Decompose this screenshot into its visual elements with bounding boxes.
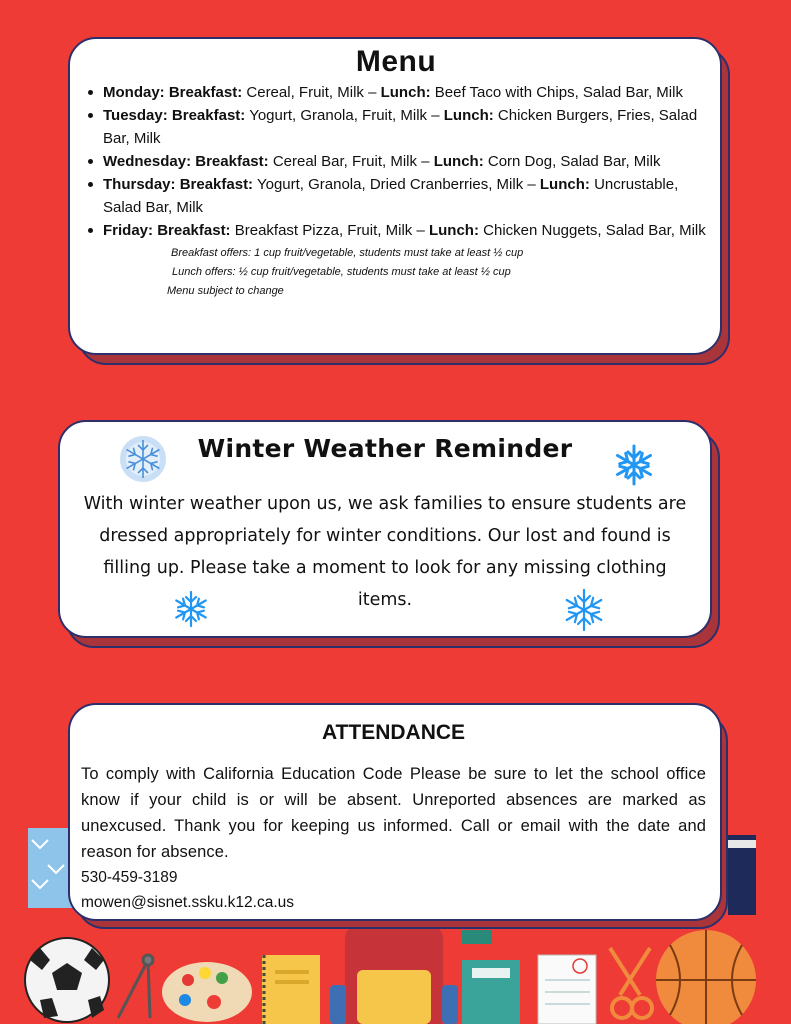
paint-palette-icon bbox=[162, 962, 252, 1022]
menu-item-wednesday: Wednesday: Breakfast: Cereal Bar, Fruit, Milk – Lunch: Corn Dog, Salad Bar, Milk bbox=[84, 150, 708, 173]
soccer-ball-icon bbox=[25, 938, 109, 1022]
attendance-card bbox=[68, 703, 722, 921]
book-icon bbox=[462, 930, 492, 944]
menu-item-monday: Monday: Breakfast: Cereal, Fruit, Milk – Lunch: Beef Taco with Chips, Salad Bar, Milk bbox=[84, 81, 708, 104]
compass-icon bbox=[118, 955, 153, 1018]
menu-note-lunch: Lunch offers: ½ cup fruit/vegetable, students must take at least ½ cup bbox=[172, 266, 511, 278]
winter-text: With winter weather upon us, we ask families to ensure students are dressed appropriately for winter conditions. Our lost and found is filling up. Please take a moment to look for any missing clothing items. bbox=[83, 494, 687, 610]
menu-note-breakfast: Breakfast offers: 1 cup fruit/vegetable, students must take at least ½ cup bbox=[171, 247, 524, 259]
attendance-section bbox=[68, 703, 732, 931]
winter-section bbox=[58, 420, 722, 650]
basketball-icon bbox=[656, 930, 756, 1024]
menu-list bbox=[84, 81, 708, 242]
menu-item-tuesday: Tuesday: Breakfast: Yogurt, Granola, Fruit, Milk – Lunch: Chicken Burgers, Fries, Salad Bar, Milk bbox=[84, 104, 708, 150]
backpack-icon bbox=[330, 926, 458, 1024]
attendance-email: mowen@sisnet.ssku.k12.ca.us bbox=[81, 894, 295, 911]
attendance-text: To comply with California Education Code Please be sure to let the school office know if your child is or will be absent. Unreported absences are marked as unexcused. Thank you for keeping us informed. Call or email with the date and reason for absence. bbox=[81, 765, 706, 861]
winter-card bbox=[58, 420, 712, 638]
graded-paper-icon bbox=[538, 955, 596, 1024]
menu-item-friday: Friday: Breakfast: Breakfast Pizza, Fruit, Milk – Lunch: Chicken Nuggets, Salad Bar, Milk bbox=[84, 219, 708, 242]
textbook-icon bbox=[462, 960, 520, 1024]
menu-card bbox=[68, 37, 722, 355]
menu-item-thursday: Thursday: Breakfast: Yogurt, Granola, Dried Cranberries, Milk – Lunch: Uncrustable, Salad Bar, Milk bbox=[84, 173, 708, 219]
attendance-phone: 530-459-3189 bbox=[81, 869, 178, 886]
menu-note-disclaimer: Menu subject to change bbox=[167, 285, 284, 297]
menu-section bbox=[68, 37, 732, 369]
menu-title: Menu bbox=[355, 45, 437, 78]
attendance-title: ATTENDANCE bbox=[321, 721, 466, 744]
scissors-icon bbox=[610, 948, 652, 1018]
notebook-icon bbox=[262, 955, 320, 1024]
menu-notes bbox=[84, 244, 708, 301]
sneaker-icon bbox=[728, 835, 756, 915]
winter-title: Winter Weather Reminder bbox=[197, 434, 573, 463]
